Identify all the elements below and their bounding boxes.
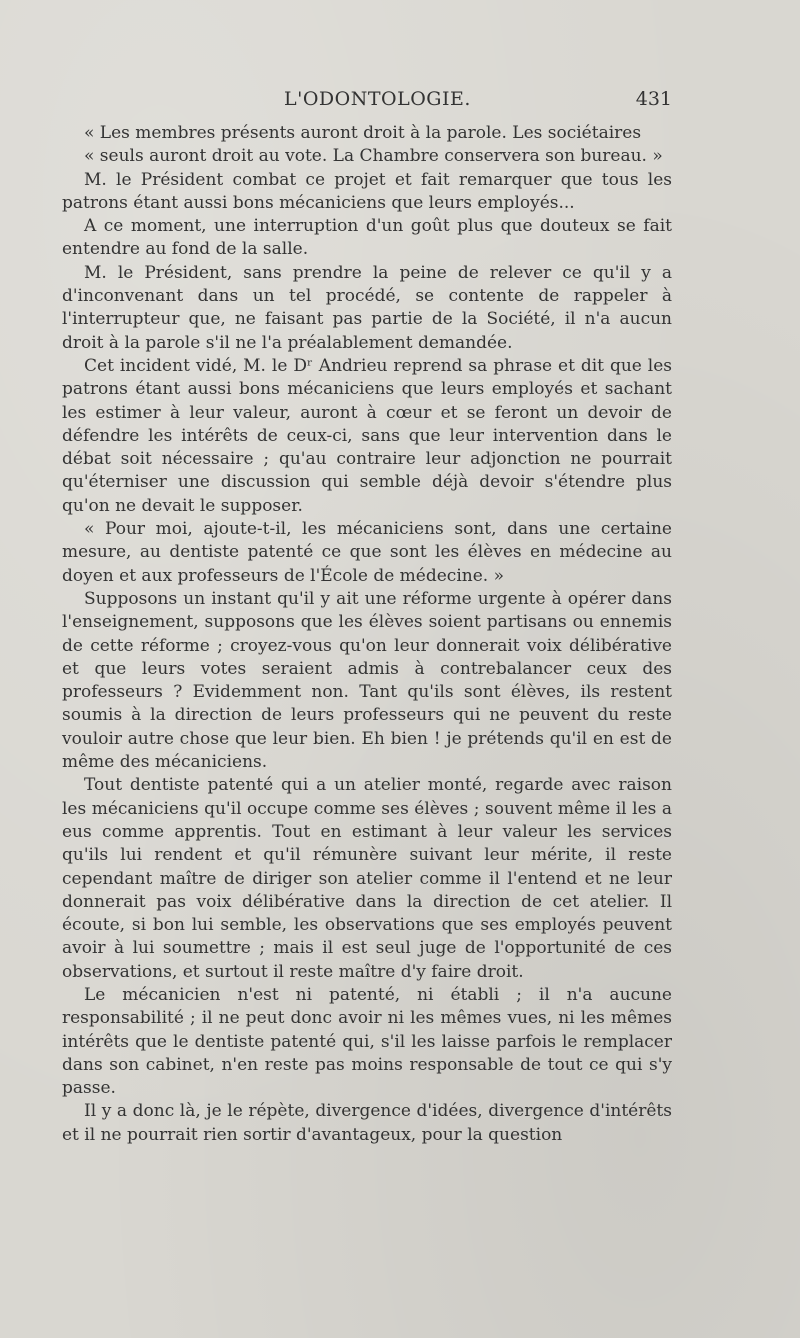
paragraph: Cet incident vidé, M. le Dʳ Andrieu reprend sa phrase et dit que les patrons étant aussi bons mécaniciens que leurs employés et sachant les estimer à leur valeur, auront à cœur et se feront un devoir de défendre les intérêts de ceux-ci, sans que leur intervention dans le débat soit nécessaire ; qu'au contraire leur adjonction ne pourrait qu'éterniser une discussion qui semble déjà devoir s'étendre plus qu'on ne devait le supposer. (62, 355, 672, 516)
running-title: L'ODONTOLOGIE. (284, 88, 471, 110)
paragraph: Supposons un instant qu'il y ait une réforme urgente à opérer dans l'enseignement, supposons que les élèves soient partisans ou ennemis de cette réforme ; croyez-vous qu'on leur donnerait voix délibérative et que leurs votes seraient admis à contrebalancer ceux des professeurs ? Evidemment non. Tant qu'ils sont élèves, ils restent soumis à la direction de leurs professeurs qui ne peuvent du reste vouloir autre chose que leur bien. Eh bien ! je prétends qu'il en est de même des mécaniciens. (62, 588, 672, 773)
paragraph: A ce moment, une interruption d'un goût plus que douteux se fait entendre au fond de la salle. (62, 216, 672, 260)
paragraph: Tout dentiste patenté qui a un atelier monté, regarde avec raison les mécaniciens qu'il occupe comme ses élèves ; souvent même il les a eus comme apprentis. Tout en estimant à leur valeur les services qu'ils lui rendent et qu'il rémunère suivant leur mérite, il reste cependant maître de diriger son atelier comme il l'entend et ne leur donnerait pas voix délibérative dans la direction de cet atelier. Il écoute, si bon lui semble, les observations que ses employés peuvent avoir à lui soumettre ; mais il est seul juge de l'opportunité de ces observations, et surtout il reste maître d'y faire droit. (62, 775, 672, 982)
paragraph: M. le Président, sans prendre la peine de relever ce qu'il y a d'inconvenant dans un tel procédé, se contente de rappeler à l'interrupteur que, ne faisant pas partie de la Société, il n'a aucun droit à la parole s'il ne l'a préalablement demandée. (62, 262, 672, 353)
paragraph: Le mécanicien n'est ni patenté, ni établi ; il n'a aucune responsabilité ; il ne peut donc avoir ni les mêmes vues, ni les mêmes intérêts que le dentiste patenté qui, s'il les laisse parfois le remplacer dans son cabinet, n'en reste pas moins responsable de tout ce qui s'y passe. (62, 984, 672, 1099)
paragraph: « Pour moi, ajoute-t-il, les mécaniciens sont, dans une certaine mesure, au dentiste patenté ce que sont les élèves en médecine au doyen et aux professeurs de l'École de médecine. » (62, 519, 672, 586)
page-header (62, 88, 672, 122)
paragraph: « Les membres présents auront droit à la parole. Les sociétaires (84, 123, 642, 143)
page-number: 431 (635, 88, 672, 110)
body-text (62, 122, 672, 1147)
paragraph: Il y a donc là, je le répète, divergence d'idées, divergence d'intérêts et il ne pourrait rien sortir d'avantageux, pour la question (62, 1101, 672, 1145)
paragraph: M. le Président combat ce projet et fait remarquer que tous les patrons étant aussi bons mécaniciens que leurs employés... (62, 169, 672, 213)
paragraph: « seuls auront droit au vote. La Chambre conservera son bureau. » (84, 146, 663, 167)
book-page (62, 88, 672, 1147)
